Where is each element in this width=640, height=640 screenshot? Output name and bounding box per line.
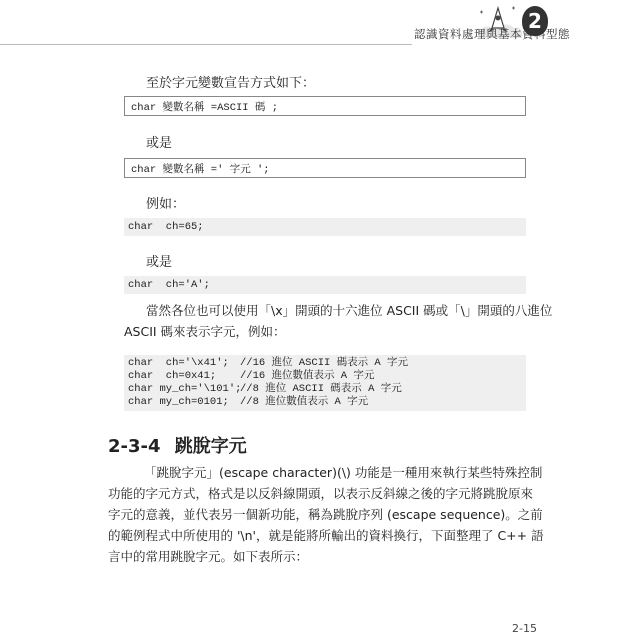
code-block	[124, 355, 526, 411]
escape-line: 功能的字元方式，格式是以反斜線開頭，以表示反斜線之後的字元將跳脫原來	[108, 486, 534, 501]
code-line: char ch=0x41; //16 進位數值表示 A 字元	[128, 370, 375, 382]
intro-text: 至於字元變數宣告方式如下：	[146, 76, 316, 91]
escape-line: 字元的意義，並代表另一個新功能，稱為跳脫序列 (escape sequence)。之前	[108, 507, 543, 522]
code-example-2	[124, 276, 526, 294]
code-example-1	[124, 218, 526, 236]
code-example-1-text: char ch=65;	[128, 221, 204, 233]
hex-oct-paragraph	[124, 300, 553, 342]
chapter-badge: 2	[522, 6, 548, 36]
section-title	[108, 432, 247, 458]
section-number: 2-3-4	[108, 436, 161, 457]
example-label: 例如：	[146, 197, 186, 212]
hex-oct-line-1: 當然各位也可以使用「\x」開頭的十六進位 ASCII 碼或「\」開頭的八進位	[146, 303, 553, 318]
code-decl-1-text: char 變數名稱 =ASCII 碼 ;	[131, 101, 279, 114]
escape-line: 言中的常用跳脫字元。如下表所示：	[108, 549, 309, 564]
or-text-1: 或是	[146, 136, 173, 151]
chapter-title: 認識資料處理與基本資料型態	[414, 27, 570, 41]
escape-paragraph	[108, 462, 544, 567]
code-line: char my_ch='\101';//8 進位 ASCII 碼表示 A 字元	[128, 383, 402, 395]
code-decl-1	[124, 96, 526, 116]
code-line: char ch='\x41'; //16 進位 ASCII 碼表示 A 字元	[128, 357, 409, 369]
code-decl-2-text: char 變數名稱 =' 字元 ';	[131, 163, 270, 176]
code-decl-2	[124, 158, 526, 178]
header-rule	[0, 44, 412, 45]
escape-line: 的範例程式中所使用的 '\n'，就是能將所輸出的資料換行，下面整理了 C++ 語	[108, 528, 544, 543]
code-example-2-text: char ch='A';	[128, 279, 210, 291]
code-line: char my_ch=0101; //8 進位數值表示 A 字元	[128, 396, 369, 408]
section-name: 跳脫字元	[174, 436, 247, 457]
or-text-2: 或是	[146, 255, 173, 270]
page-number: 2-15	[512, 622, 537, 635]
escape-line: 「跳脫字元」(escape character)(\) 功能是一種用來執行某些特殊控制	[144, 465, 543, 480]
hex-oct-line-2: ASCII 碼來表示字元，例如：	[124, 324, 286, 339]
